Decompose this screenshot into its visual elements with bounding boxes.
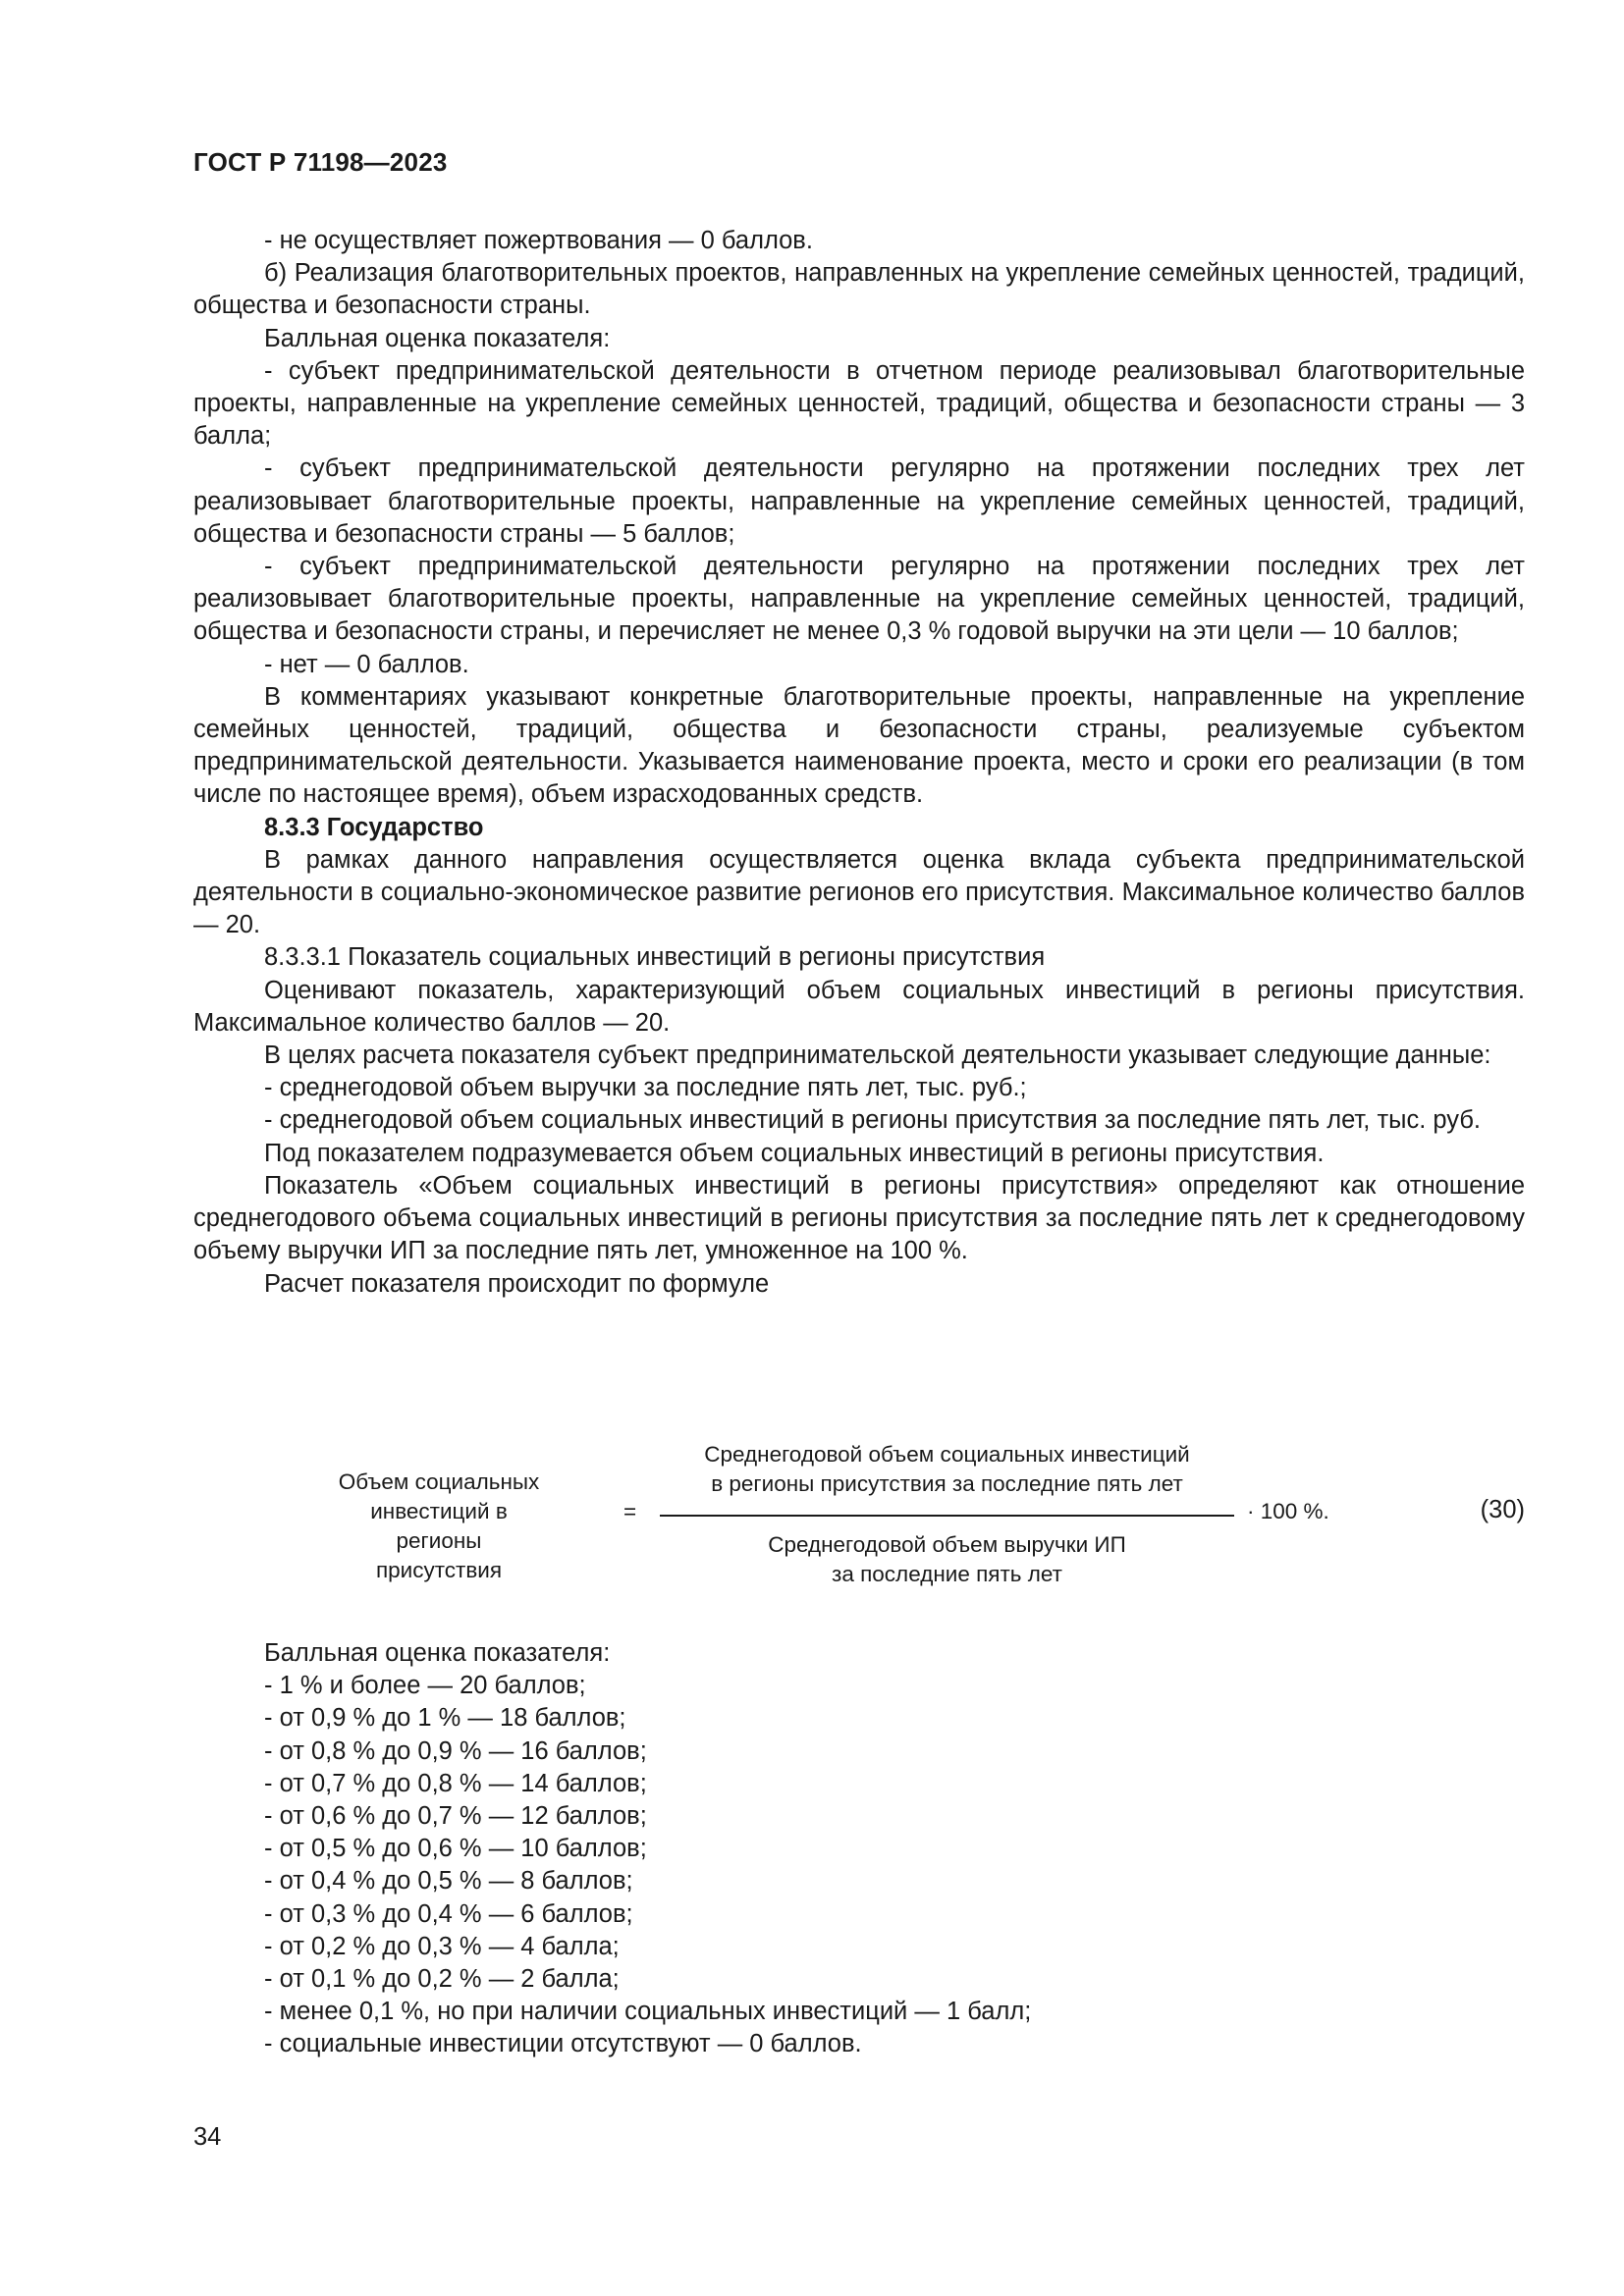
body-text (193, 225, 1525, 1301)
formula-numerator-line: в регионы присутствия за последние пять лет (711, 1471, 1183, 1496)
subsection-heading: 8.3.3.1 Показатель социальных инвестиций в регионы присутствия (264, 943, 1046, 972)
list-item: - от 0,9 % до 1 % — 18 баллов; (264, 1704, 626, 1733)
list-item: - менее 0,1 %, но при наличии социальных инвестиций — 1 балл; (264, 1998, 1032, 2026)
paragraph: Оценивают показатель, характеризующий объем социальных инвестиций в регионы присутствия. Максимальное количество баллов — 20. (193, 976, 1525, 1037)
page-number: 34 (193, 2123, 222, 2151)
list-item: - от 0,1 % до 0,2 % — 2 балла; (264, 1965, 620, 1994)
paragraph: Расчет показателя происходит по формуле (264, 1269, 770, 1298)
paragraph: - среднегодовой объем социальных инвестиций в регионы присутствия за последние пять лет, тыс. руб. (264, 1106, 1482, 1135)
paragraph: - среднегодовой объем выручки за последние пять лет, тыс. руб.; (264, 1074, 1027, 1102)
formula-numerator-line: Среднегодовой объем социальных инвестиций (704, 1442, 1190, 1467)
fraction-bar (660, 1515, 1234, 1517)
paragraph: - субъект предпринимательской деятельности в отчетном периоде реализовывал благотворительные проекты, направленные на укрепление семейных ценностей, традиций, общества и безопасности страны — 3 балла; (193, 356, 1525, 451)
list-item: - социальные инвестиции отсутствуют — 0 баллов. (264, 2030, 862, 2058)
formula-multiplier: · 100 %. (1247, 1499, 1329, 1523)
list-item: - от 0,4 % до 0,5 % — 8 баллов; (264, 1867, 633, 1896)
list-item: - от 0,6 % до 0,7 % — 12 баллов; (264, 1802, 647, 1831)
paragraph: б) Реализация благотворительных проектов, направленных на укрепление семейных ценностей, традиций, общества и безопасности страны. (193, 259, 1525, 320)
paragraph: Показатель «Объем социальных инвестиций в регионы присутствия» определяют как отношение среднегодового объема социальных инвестиций в регионы присутствия за последние пять лет к среднегодовому объему выручки ИП за последние пять лет, умноженное на 100 %. (193, 1171, 1525, 1265)
formula-lhs (331, 1468, 547, 1585)
list-item: - от 0,7 % до 0,8 % — 14 баллов; (264, 1769, 647, 1797)
paragraph: - не осуществляет пожертвования — 0 баллов. (264, 227, 813, 254)
formula-denominator-line: Среднегодовой объем выручки ИП (768, 1532, 1126, 1557)
formula-denominator (660, 1530, 1234, 1589)
formula-lhs-line: инвестиций в регионы (370, 1499, 508, 1553)
list-item: - от 0,8 % до 0,9 % — 16 баллов; (264, 1736, 647, 1765)
paragraph: Под показателем подразумевается объем социальных инвестиций в регионы присутствия. (264, 1139, 1325, 1167)
formula-lhs-line: Объем социальных (338, 1469, 540, 1494)
formula-lhs-line: присутствия (375, 1558, 503, 1582)
formula-block (193, 1440, 1525, 1597)
document-header: ГОСТ Р 71198—2023 (193, 147, 448, 177)
formula-equals-sign: = (623, 1499, 637, 1523)
list-item: - 1 % и более — 20 баллов; (264, 1672, 586, 1700)
paragraph: - субъект предпринимательской деятельности регулярно на протяжении последних трех лет реализовывает благотворительные проекты, направленные на укрепление семейных ценностей, традиций, общества и безопасности страны, и перечисляет не менее 0,3 % годовой выручки на эти цели — 10 баллов; (193, 553, 1525, 646)
formula-number: (30) (1480, 1496, 1525, 1523)
list-item: - от 0,2 % до 0,3 % — 4 балла; (264, 1932, 620, 1960)
section-heading: 8.3.3 Государство (264, 813, 484, 841)
paragraph: В целях расчета показателя субъект предпринимательской деятельности указывает следующие данные: (264, 1041, 1491, 1070)
paragraph: - нет — 0 баллов. (264, 650, 469, 678)
paragraph: Балльная оценка показателя: (264, 324, 611, 352)
scoring-list (264, 1637, 1525, 2061)
formula-numerator (660, 1440, 1234, 1499)
list-item: - от 0,5 % до 0,6 % — 10 баллов; (264, 1835, 647, 1863)
scoring-title: Балльная оценка показателя: (264, 1639, 611, 1667)
list-item: - от 0,3 % до 0,4 % — 6 баллов; (264, 1899, 633, 1928)
formula-denominator-line: за последние пять лет (832, 1562, 1062, 1586)
paragraph: В комментариях указывают конкретные благотворительные проекты, направленные на укрепление семейных ценностей, традиций, общества и безопасности страны, реализуемые субъектом предпринимательской деятельности. Указывается наименование проекта, место и сроки его реализации (в том числе по настоящее время), объем израсходованных средств. (193, 682, 1525, 809)
paragraph: В рамках данного направления осуществляется оценка вклада субъекта предпринимательской деятельности в социально-экономическое развитие регионов его присутствия. Максимальное количество баллов — 20. (193, 845, 1525, 939)
paragraph: - субъект предпринимательской деятельности регулярно на протяжении последних трех лет реализовывает благотворительные проекты, направленные на укрепление семейных ценностей, традиций, общества и безопасности страны — 5 баллов; (193, 454, 1525, 548)
